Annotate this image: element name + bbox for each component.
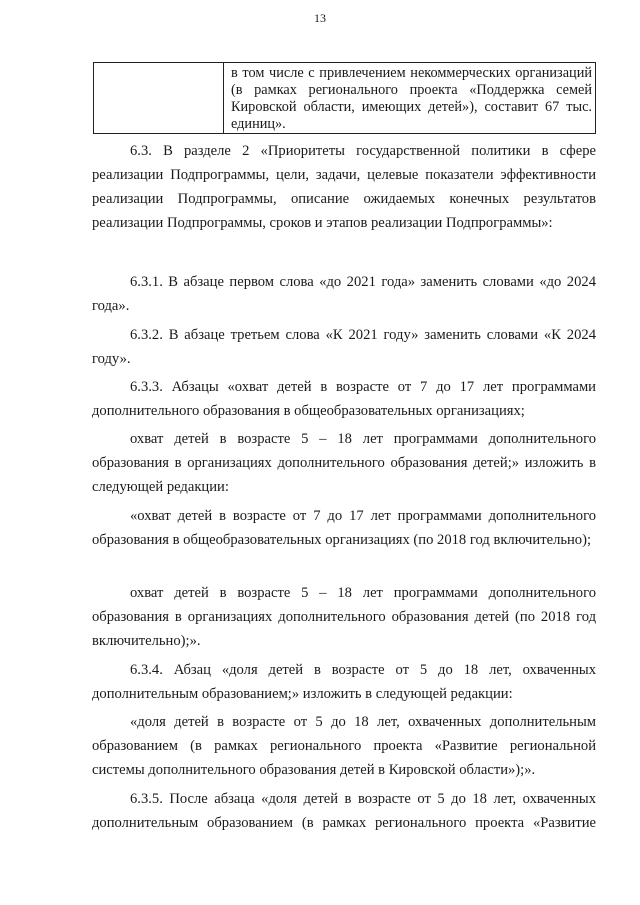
paragraph-6-3-5: 6.3.5. После абзаца «доля детей в возрасте от 5 до 18 лет, охваченных дополнительным образованием (в рамках регионального проекта «Развитие: [92, 791, 596, 831]
paragraph-coverage-new-1: «охват детей в возрасте от 7 до 17 лет программами дополнительного образования в общеобразовательных организациях (по 2018 год включительно);: [92, 508, 596, 548]
paragraph-coverage-old: охват детей в возрасте 5 – 18 лет программами дополнительного образования в организациях дополнительного образования детей;» изложить в следующей редакции:: [92, 431, 596, 495]
table-cell-empty: [94, 63, 224, 134]
paragraph-6-3: 6.3. В разделе 2 «Приоритеты государственной политики в сфере реализации Подпрограммы, цели, задачи, целевые показатели эффективности реализации Подпрограммы, описание ожидаемых конечных результатов реализации Подпрограммы, сроков и этапов реализации Подпрограммы»:: [92, 143, 596, 231]
page-number: 13: [314, 11, 326, 25]
table-row: [94, 63, 596, 134]
paragraph-6-3-2: 6.3.2. В абзаце третьем слова «К 2021 году» заменить словами «К 2024 году».: [92, 327, 596, 367]
continuation-table: [93, 62, 596, 134]
paragraph-share-new: «доля детей в возрасте от 5 до 18 лет, охваченных дополнительным образованием (в рамках регионального проекта «Развитие региональной системы дополнительного образования детей в Кировской области»);».: [92, 714, 596, 778]
paragraph-6-3-3: 6.3.3. Абзацы «охват детей в возрасте от 7 до 17 лет программами дополнительного образования в общеобразовательных организациях;: [92, 379, 596, 419]
table-cell-text: в том числе с привлечением некоммерческих организаций (в рамках регионального проекта «Поддержка семей Кировской области, имеющих детей»), составит 67 тыс. единиц».: [224, 63, 596, 134]
paragraph-coverage-new-2: охват детей в возрасте 5 – 18 лет программами дополнительного образования в организациях дополнительного образования детей (по 2018 год включительно);».: [92, 585, 596, 649]
paragraph-6-3-1: 6.3.1. В абзаце первом слова «до 2021 года» заменить словами «до 2024 года».: [92, 274, 596, 314]
paragraph-6-3-4: 6.3.4. Абзац «доля детей в возрасте от 5 до 18 лет, охваченных дополнительным образованием;» изложить в следующей редакции:: [92, 662, 596, 702]
